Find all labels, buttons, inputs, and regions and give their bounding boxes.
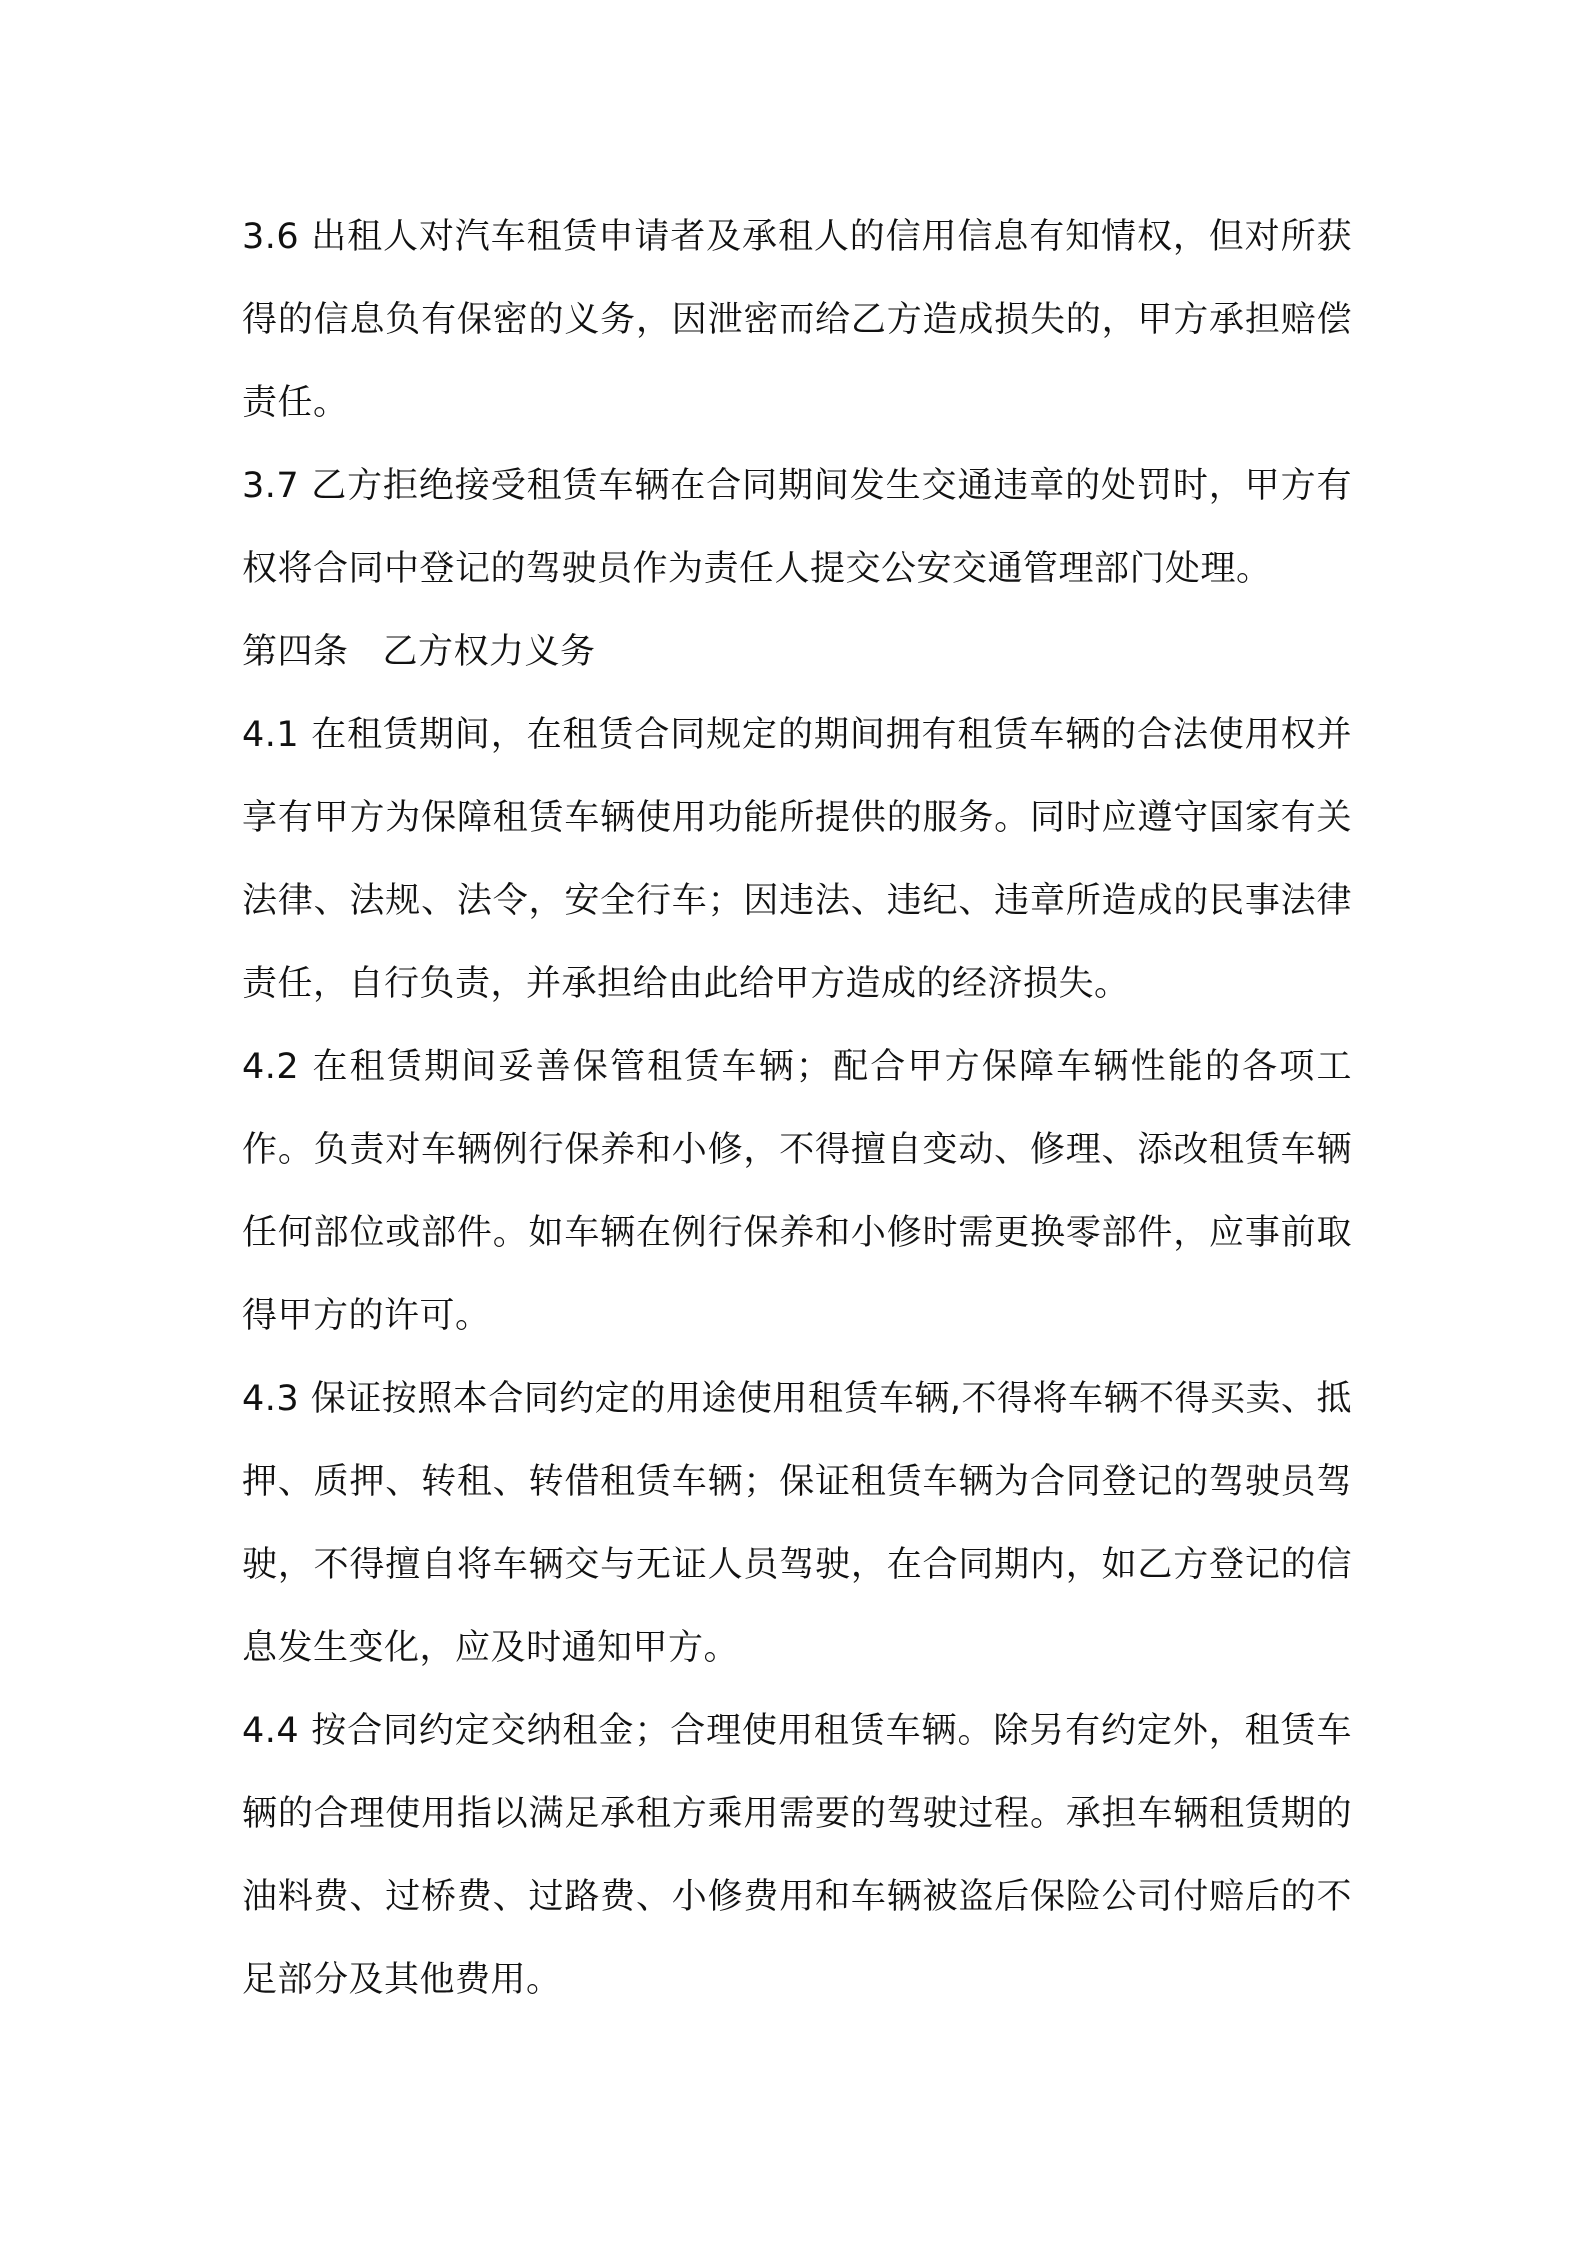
section-number: 第四条 xyxy=(242,632,349,672)
document-body xyxy=(242,196,1352,2022)
clause-3-7: 3.7 乙方拒绝接受租赁车辆在合同期间发生交通违章的处罚时，甲方有权将合同中登记的驾驶员作为责任人提交公安交通管理部门处理。 xyxy=(242,466,1352,589)
clause-4-1: 4.1 在租赁期间，在租赁合同规定的期间拥有租赁车辆的合法使用权并享有甲方为保障租赁车辆使用功能所提供的服务。同时应遵守国家有关法律、法规、法令，安全行车；因违法、违纪、违章所造成的民事法律责任，自行负责，并承担给由此给甲方造成的经济损失。 xyxy=(242,715,1352,1004)
section-heading xyxy=(242,611,1352,694)
section-title: 乙方权力义务 xyxy=(382,632,596,672)
clause-4-3: 4.3 保证按照本合同约定的用途使用租赁车辆,不得将车辆不得买卖、抵押、质押、转租、转借租赁车辆；保证租赁车辆为合同登记的驾驶员驾驶，不得擅自将车辆交与无证人员驾驶，在合同期内，如乙方登记的信息发生变化，应及时通知甲方。 xyxy=(242,1379,1352,1668)
clause-4-4: 4.4 按合同约定交纳租金；合理使用租赁车辆。除另有约定外，租赁车辆的合理使用指以满足承租方乘用需要的驾驶过程。承担车辆租赁期的油料费、过桥费、过路费、小修费用和车辆被盗后保险公司付赔后的不足部分及其他费用。 xyxy=(242,1711,1352,2000)
clause-3-6: 3.6 出租人对汽车租赁申请者及承租人的信用信息有知情权，但对所获得的信息负有保密的义务，因泄密而给乙方造成损失的，甲方承担赔偿责任。 xyxy=(242,217,1352,423)
clause-4-2: 4.2 在租赁期间妥善保管租赁车辆；配合甲方保障车辆性能的各项工作。负责对车辆例行保养和小修，不得擅自变动、修理、添改租赁车辆任何部位或部件。如车辆在例行保养和小修时需更换零部件，应事前取得甲方的许可。 xyxy=(242,1047,1352,1336)
